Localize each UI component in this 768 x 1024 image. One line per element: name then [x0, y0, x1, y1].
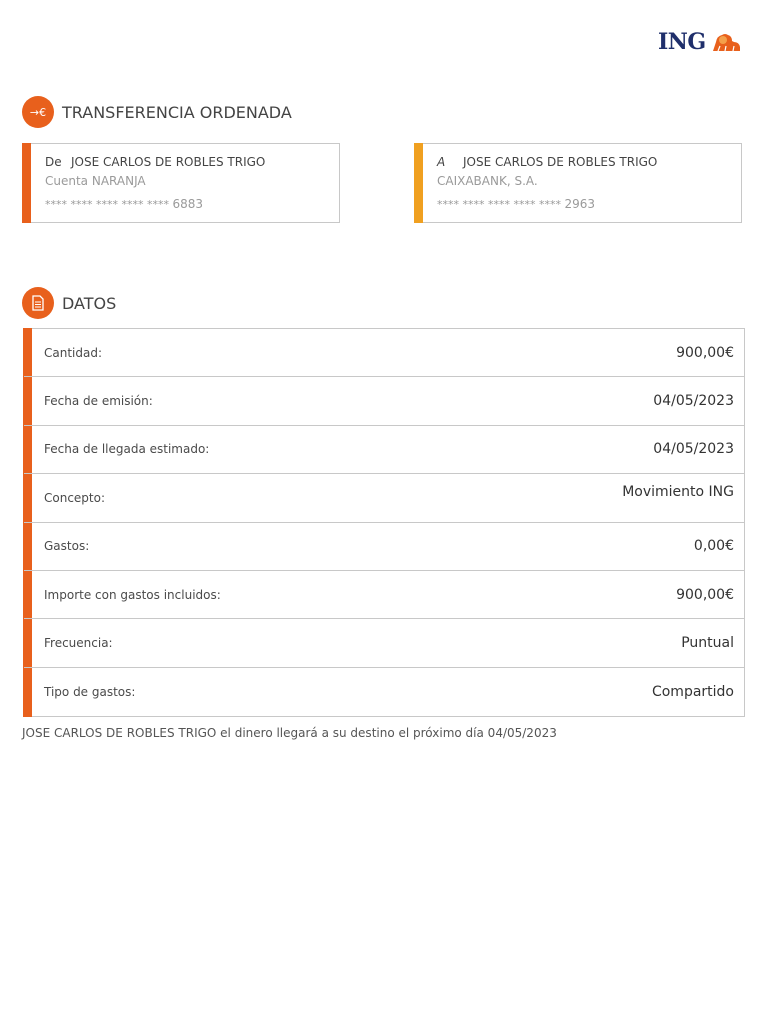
- logo-text: ING: [658, 29, 706, 55]
- destination-holder: [437, 155, 657, 169]
- transfer-euro-icon: →€: [22, 96, 54, 128]
- row-value: Puntual: [681, 635, 734, 652]
- row-value: 900,00€: [676, 344, 734, 361]
- row-frecuencia: [24, 619, 744, 667]
- datos-table: [23, 328, 745, 717]
- row-label: Fecha de llegada estimado:: [44, 442, 210, 457]
- row-label: Frecuencia:: [44, 636, 113, 651]
- origin-last4: 6883: [172, 197, 204, 211]
- destination-last4: 2963: [564, 197, 596, 211]
- row-label: Gastos:: [44, 539, 90, 554]
- row-value: 0,00€: [693, 538, 734, 555]
- destination-account-number: [437, 197, 595, 211]
- origin-account-type: Cuenta NARANJA: [45, 174, 146, 188]
- transfer-title: TRANSFERENCIA ORDENADA: [62, 102, 292, 122]
- row-fecha-llegada: [24, 426, 744, 474]
- arrival-note: JOSE CARLOS DE ROBLES TRIGO el dinero llegará a su destino el próximo día 04/05/2023: [22, 726, 557, 740]
- destination-account-card: [414, 143, 742, 223]
- transfer-section-header: [22, 96, 292, 128]
- destination-bank: CAIXABANK, S.A.: [437, 174, 538, 188]
- datos-section-header: [22, 287, 116, 319]
- destination-mask: **** **** **** **** ****: [437, 198, 561, 211]
- origin-name: JOSE CARLOS DE ROBLES TRIGO: [71, 155, 266, 169]
- row-label: Cantidad:: [44, 345, 103, 360]
- row-importe: [24, 571, 744, 619]
- origin-mask: **** **** **** **** ****: [45, 198, 169, 211]
- row-label: Tipo de gastos:: [44, 684, 136, 699]
- row-label: Concepto:: [44, 490, 106, 505]
- origin-holder: [45, 155, 265, 169]
- row-value: 900,00€: [676, 586, 734, 603]
- lion-icon: [710, 30, 742, 54]
- document-icon: [22, 287, 54, 319]
- datos-title: DATOS: [62, 293, 117, 313]
- row-value: Movimiento ING: [622, 484, 734, 501]
- row-tipo-gastos: [24, 668, 744, 716]
- destination-accent-bar: [414, 143, 423, 223]
- row-value: Compartido: [651, 683, 734, 700]
- row-label: Fecha de emisión:: [44, 394, 153, 409]
- origin-accent-bar: [22, 143, 31, 223]
- row-label: Importe con gastos incluidos:: [44, 587, 221, 602]
- destination-prefix: A: [437, 155, 446, 169]
- ing-logo: [658, 27, 748, 57]
- row-gastos: [24, 523, 744, 571]
- row-value: 04/05/2023: [653, 441, 734, 458]
- row-cantidad: [24, 329, 744, 377]
- row-fecha-emision: [24, 377, 744, 425]
- origin-prefix: De: [45, 155, 62, 169]
- destination-name: JOSE CARLOS DE ROBLES TRIGO: [463, 155, 658, 169]
- row-value: 04/05/2023: [653, 393, 734, 410]
- origin-account-card: [22, 143, 340, 223]
- origin-account-number: [45, 197, 203, 211]
- row-concepto: [24, 474, 744, 522]
